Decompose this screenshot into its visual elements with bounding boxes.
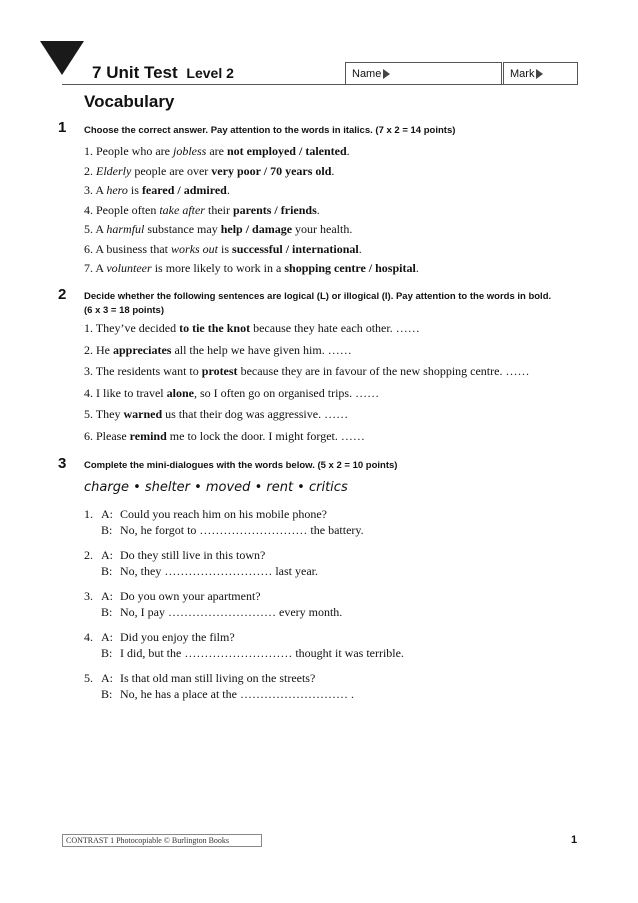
dialogue-line xyxy=(84,589,261,604)
mark-label: Mark xyxy=(510,68,535,80)
exercise-1-item xyxy=(84,144,350,159)
level-label: Level 2 xyxy=(186,65,234,81)
exercise-2-item xyxy=(84,386,379,401)
item-number: 2. xyxy=(84,342,96,357)
item-text: us that their dog was aggressive. …… xyxy=(162,407,349,421)
dialogue-line xyxy=(84,548,265,563)
item-text: People who are xyxy=(96,144,173,158)
exercise-1-item xyxy=(84,242,362,257)
dialogue-text: No, he forgot to ……………………… the battery. xyxy=(120,523,364,537)
item-number: 5. xyxy=(84,407,96,421)
item-text: substance may xyxy=(144,222,221,236)
item-text: The residents want to xyxy=(95,364,202,378)
item-text: their xyxy=(204,202,233,217)
dialogue-number: 2. xyxy=(84,548,93,562)
item-number: 3. xyxy=(84,364,96,378)
speaker-label: A: xyxy=(101,589,113,603)
dialogue-text: No, he has a place at the ……………………… . xyxy=(120,687,354,701)
item-number: 4. xyxy=(84,385,96,400)
dialogue-line xyxy=(84,671,315,686)
item-text: . xyxy=(358,241,362,256)
dialogue-line xyxy=(84,605,342,620)
exercise-1-instruction: Choose the correct answer. Pay attention to the words in italics. (7 x 2 = 14 points) xyxy=(84,125,456,136)
item-text: your health. xyxy=(292,222,353,236)
instruction-line: (6 x 3 = 18 points) xyxy=(84,305,164,316)
speaker-label: A: xyxy=(101,671,113,685)
exercise-2-item xyxy=(84,343,352,358)
item-text: people are over xyxy=(131,163,212,178)
item-text: is more likely to work in a xyxy=(151,261,285,275)
footer-copyright: CONTRAST 1 Photocopiable © Burlington Books xyxy=(62,834,262,847)
section-title: Vocabulary xyxy=(84,92,175,111)
italic-text: hero xyxy=(106,183,128,197)
item-text: . xyxy=(331,163,335,178)
item-text: A xyxy=(95,183,107,197)
bold-text: warned xyxy=(123,407,163,421)
exercise-2-number: 2 xyxy=(58,286,67,303)
exercise-2-item xyxy=(84,429,365,444)
item-text: all the help we have given him. …… xyxy=(171,342,352,357)
exercise-3-instruction: Complete the mini-dialogues with the words below. (5 x 2 = 10 points) xyxy=(84,460,398,471)
bold-text: to tie the knot xyxy=(179,321,251,335)
exercise-2-instruction xyxy=(84,290,584,318)
item-text: because they hate each other. …… xyxy=(250,321,420,335)
mark-field[interactable] xyxy=(503,62,578,84)
speaker-label: B: xyxy=(101,523,113,537)
item-text: . xyxy=(316,202,320,217)
exercise-3-number: 3 xyxy=(58,455,67,472)
dialogue-text: Could you reach him on his mobile phone? xyxy=(120,507,327,521)
item-number: 6. xyxy=(84,241,96,256)
dialogue-line xyxy=(84,507,327,522)
dialogue-number: 3. xyxy=(84,589,93,603)
name-field[interactable] xyxy=(345,62,502,84)
item-text: A xyxy=(95,261,107,275)
italic-text: Elderly xyxy=(96,163,132,178)
item-text: are xyxy=(206,144,227,158)
speaker-label: B: xyxy=(101,646,113,660)
dialogue-line xyxy=(84,646,404,661)
item-text: They xyxy=(95,407,124,421)
item-number: 4. xyxy=(84,202,96,217)
exercise-1-number: 1 xyxy=(58,119,67,136)
arrow-right-icon xyxy=(383,69,390,79)
dialogue-line xyxy=(84,630,235,645)
bold-text: shopping centre / hospital xyxy=(284,261,416,275)
bold-text: parents / friends xyxy=(232,202,317,217)
exercise-1-item xyxy=(84,203,320,218)
item-number: 1. xyxy=(84,321,96,335)
dialogue-text: Do you own your apartment? xyxy=(120,589,261,603)
dialogue-text: No, they ……………………… last year. xyxy=(120,564,318,578)
bold-text: alone xyxy=(166,385,194,400)
item-text: is xyxy=(218,241,233,256)
italic-text: harmful xyxy=(106,222,145,236)
header-rule xyxy=(62,84,578,85)
exercise-2-item xyxy=(84,321,420,336)
bold-text: not employed / talented xyxy=(226,144,347,158)
speaker-label: B: xyxy=(101,564,113,578)
dialogue-line xyxy=(84,687,354,702)
item-text: is xyxy=(127,183,142,197)
item-text: because they are in favour of the new shopping centre. …… xyxy=(237,364,530,378)
item-number: 3. xyxy=(84,183,96,197)
dialogue-text: I did, but the ……………………… thought it was terrible. xyxy=(120,646,404,660)
dialogue-text: Is that old man still living on the streets? xyxy=(120,671,316,685)
exercise-1-item xyxy=(84,183,230,198)
exercise-1-item xyxy=(84,222,352,237)
bold-text: very poor / 70 years old xyxy=(211,163,332,178)
item-text: They’ve decided xyxy=(95,321,180,335)
dialogue-text: Did you enjoy the film? xyxy=(120,630,235,644)
exercise-1-item xyxy=(84,164,334,179)
item-text: . xyxy=(415,261,419,275)
dialogue-text: Do they still live in this town? xyxy=(120,548,266,562)
speaker-label: A: xyxy=(101,630,113,644)
item-number: 2. xyxy=(84,163,96,178)
item-text: me to lock the door. I might forget. …… xyxy=(166,428,365,443)
italic-text: works out xyxy=(171,241,219,256)
speaker-label: B: xyxy=(101,687,113,701)
bold-text: appreciates xyxy=(113,342,172,357)
italic-text: take after xyxy=(159,202,205,217)
bold-text: successful / international xyxy=(232,241,359,256)
speaker-label: A: xyxy=(101,507,113,521)
dialogue-number: 1. xyxy=(84,507,93,521)
dialogue-line xyxy=(84,523,364,538)
italic-text: jobless xyxy=(172,144,207,158)
bold-text: help / damage xyxy=(220,222,293,236)
name-label: Name xyxy=(352,68,382,80)
item-text: A xyxy=(95,222,107,236)
dialogue-number: 5. xyxy=(84,671,93,685)
dialogue-text: No, I pay ……………………… every month. xyxy=(120,605,343,619)
item-text: . xyxy=(346,144,350,158)
item-text: , so I often go on organised trips. …… xyxy=(193,385,380,400)
exercise-1-item xyxy=(84,261,419,276)
bold-text: protest xyxy=(201,364,238,378)
dialogue-line xyxy=(84,564,318,579)
page-number: 1 xyxy=(571,834,578,846)
exercise-2-item xyxy=(84,407,348,422)
bold-text: remind xyxy=(129,428,167,443)
item-text: Please xyxy=(96,428,130,443)
speaker-label: A: xyxy=(101,548,113,562)
bold-text: feared / admired xyxy=(141,183,227,197)
word-box: charge • shelter • moved • rent • critics xyxy=(84,480,348,495)
item-number: 5. xyxy=(84,222,96,236)
item-text: I like to travel xyxy=(96,385,167,400)
item-text: He xyxy=(96,342,113,357)
unit-title xyxy=(92,63,234,83)
unit-test-label: Unit Test xyxy=(106,63,178,82)
item-number: 6. xyxy=(84,428,96,443)
italic-text: volunteer xyxy=(106,261,152,275)
instruction-line: Decide whether the following sentences are logical (L) or illogical (I). Pay attention to the words in bold. xyxy=(84,291,552,302)
header-triangle-icon xyxy=(40,41,84,75)
speaker-label: B: xyxy=(101,605,113,619)
exercise-2-item xyxy=(84,364,529,379)
item-number: 7. xyxy=(84,261,96,275)
dialogue-number: 4. xyxy=(84,630,93,644)
item-text: . xyxy=(226,183,230,197)
item-number: 1. xyxy=(84,144,96,158)
unit-number: 7 xyxy=(92,63,102,82)
item-text: People often xyxy=(96,202,160,217)
item-text: A business that xyxy=(95,241,172,256)
arrow-right-icon xyxy=(536,69,543,79)
